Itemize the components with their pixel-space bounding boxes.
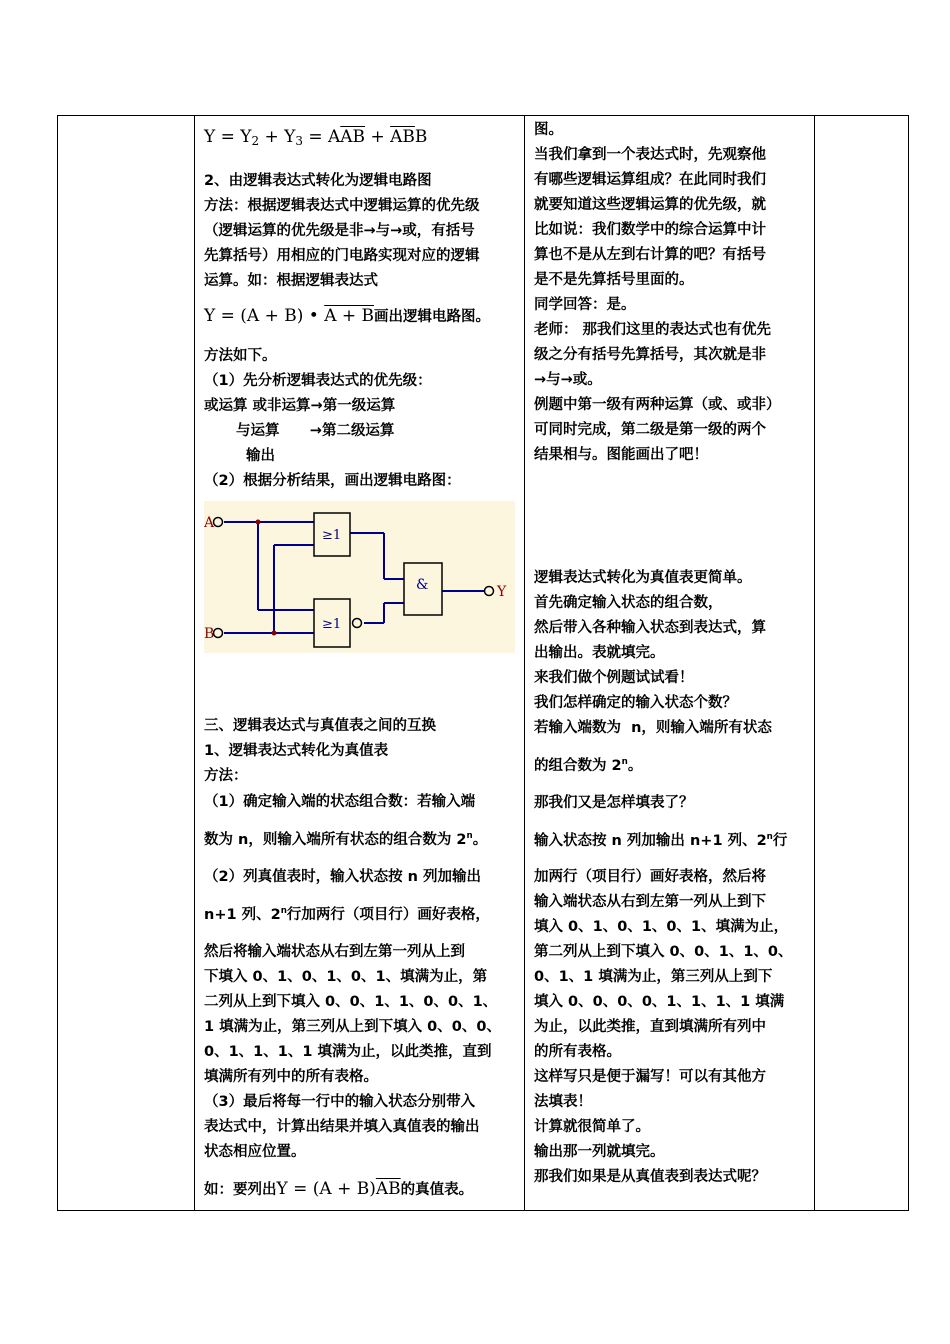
text-line: （1）先分析逻辑表达式的优先级： xyxy=(204,373,432,389)
text-line: 或运算 或非运算→第一级运算 xyxy=(204,398,396,414)
text-line: n+1 列、2$^n$行加两行（项目行）画好表格， xyxy=(204,905,490,923)
note-line: →与→或。 xyxy=(534,372,602,388)
text-line: 下填入 0、1、0、1、0、1、填满为止，第 xyxy=(204,969,488,985)
text-line: （2）列真值表时，输入状态按 n 列加输出 xyxy=(204,869,482,885)
text-line: （逻辑运算的优先级是非→与→或，有括号 xyxy=(204,223,475,239)
note-line: 算也不是从左到右计算的吧？有括号 xyxy=(534,247,766,263)
note-line: 老师： 那我们这里的表达式也有优先 xyxy=(534,322,772,338)
note-line: 就要知道这些逻辑运算的优先级，就 xyxy=(534,197,766,213)
note-line: 是不是先算括号里面的。 xyxy=(534,272,694,288)
text-line: （1）确定输入端的状态组合数：若输入端 xyxy=(204,794,476,810)
note-line: 然后带入各种输入状态到表达式，算 xyxy=(534,620,766,636)
nor-bubble xyxy=(353,619,362,628)
text-line: 二列从上到下填入 0、0、1、1、0、0、1、 xyxy=(204,994,498,1010)
note-line: 比如说：我们数学中的综合运算中计 xyxy=(534,222,766,238)
formula-example: Y = (A + B) • A + B画出逻辑电路图。 xyxy=(204,306,491,326)
note-line: 当我们拿到一个表达式时，先观察他 xyxy=(534,147,766,163)
text-line: 状态相应位置。 xyxy=(204,1144,306,1160)
section-heading: 1、逻辑表达式转化为真值表 xyxy=(204,743,389,759)
note-line: 结果相与。图能画出了吧！ xyxy=(534,447,708,463)
note-line: 输出那一列就填完。 xyxy=(534,1144,665,1160)
note-line: 计算就很简单了。 xyxy=(534,1119,650,1135)
gate3-label: & xyxy=(416,577,429,593)
note-line: 首先确定输入状态的组合数， xyxy=(534,595,723,611)
gate1-label: ≥1 xyxy=(322,528,342,543)
note-line: 加两行（项目行）画好表格，然后将 xyxy=(534,869,766,885)
note-line: 第二列从上到下填入 0、0、1、1、0、 xyxy=(534,944,793,960)
text-line: 0、1、1、1、1 填满为止，以此类推，直到 xyxy=(204,1044,492,1060)
note-line: 的所有表格。 xyxy=(534,1044,621,1060)
note-line: 例题中第一级有两种运算（或、或非） xyxy=(534,397,781,413)
note-line: 输入状态按 n 列加输出 n+1 列、2$^n$行 xyxy=(534,831,788,849)
column-divider xyxy=(524,116,525,1210)
column-divider xyxy=(194,116,195,1210)
note-line: 为止，以此类推，直到填满所有列中 xyxy=(534,1019,766,1035)
formula-y-sum: $Y = Y_2 + Y_3 = A\overline{AB} + \overline{AB}B$ xyxy=(204,127,428,148)
note-line: 的组合数为 2$^n$。 xyxy=(534,756,643,774)
junction-a xyxy=(256,520,261,525)
note-line: 那我们如果是从真值表到表达式呢？ xyxy=(534,1169,766,1185)
text-line: 1 填满为止，第三列从上到下填入 0、0、0、 xyxy=(204,1019,501,1035)
column-divider xyxy=(814,116,815,1210)
text-line: 方法： xyxy=(204,768,248,784)
note-line: 填入 0、0、0、0、1、1、1、1 填满 xyxy=(534,994,785,1010)
note-line: 输入端状态从右到左第一列从上到下 xyxy=(534,894,766,910)
note-line: 0、1、1 填满为止，第三列从上到下 xyxy=(534,969,773,985)
label-b: B xyxy=(204,626,215,642)
note-line: 逻辑表达式转化为真值表更简单。 xyxy=(534,570,752,586)
text-line: 方法如下。 xyxy=(204,348,277,364)
text-line: 然后将输入端状态从右到左第一列从上到 xyxy=(204,944,465,960)
note-line: 若输入端数为 n，则输入端所有状态 xyxy=(534,720,772,736)
text-line: 表达式中，计算出结果并填入真值表的输出 xyxy=(204,1119,480,1135)
section-heading: 三、逻辑表达式与真值表之间的互换 xyxy=(204,718,436,734)
note-line: 那我们又是怎样填表了？ xyxy=(534,795,694,811)
output-y-terminal xyxy=(485,587,494,596)
circuit-svg xyxy=(204,501,515,653)
junction-b xyxy=(272,631,277,636)
text-line: （3）最后将每一行中的输入状态分别带入 xyxy=(204,1094,476,1110)
note-line: 法填表！ xyxy=(534,1094,592,1110)
logic-circuit-diagram xyxy=(204,501,515,653)
note-line: 这样写只是便于漏写！可以有其他方 xyxy=(534,1069,766,1085)
label-y: Y xyxy=(497,584,507,600)
text-line: 数为 n，则输入端所有状态的组合数为 2$^n$。 xyxy=(204,830,488,848)
example-line: 如：要列出$Y = (A + B)\overline{AB}$的真值表。 xyxy=(204,1179,474,1199)
note-line: 级之分有括号先算括号，其次就是非 xyxy=(534,347,766,363)
note-line: 来我们做个例题试试看！ xyxy=(534,670,694,686)
note-line: 可同时完成，第二级是第一级的两个 xyxy=(534,422,766,438)
gate2-label: ≥1 xyxy=(322,617,342,632)
text-line: 运算。如：根据逻辑表达式 xyxy=(204,273,378,289)
label-a: A xyxy=(204,515,215,531)
section-heading: 2、由逻辑表达式转化为逻辑电路图 xyxy=(204,173,432,189)
text-line: 填满所有列中的所有表格。 xyxy=(204,1069,378,1085)
input-a-terminal xyxy=(214,518,223,527)
text-line: 输出 xyxy=(246,448,275,464)
note-line: 同学回答：是。 xyxy=(534,297,636,313)
note-line: 我们怎样确定的输入状态个数？ xyxy=(534,695,737,711)
note-line: 出输出。表就填完。 xyxy=(534,645,665,661)
text-line: 方法：根据逻辑表达式中逻辑运算的优先级 xyxy=(204,198,480,214)
lesson-table xyxy=(57,115,909,1211)
note-line: 有哪些逻辑运算组成？在此同时我们 xyxy=(534,172,766,188)
text-line: 先算括号）用相应的门电路实现对应的逻辑 xyxy=(204,248,480,264)
text-line: （2）根据分析结果，画出逻辑电路图： xyxy=(204,473,461,489)
note-line: 图。 xyxy=(534,122,563,138)
text-line: 与运算 →第二级运算 xyxy=(236,423,395,439)
input-b-terminal xyxy=(214,629,223,638)
note-line: 填入 0、1、0、1、0、1、填满为止， xyxy=(534,919,789,935)
